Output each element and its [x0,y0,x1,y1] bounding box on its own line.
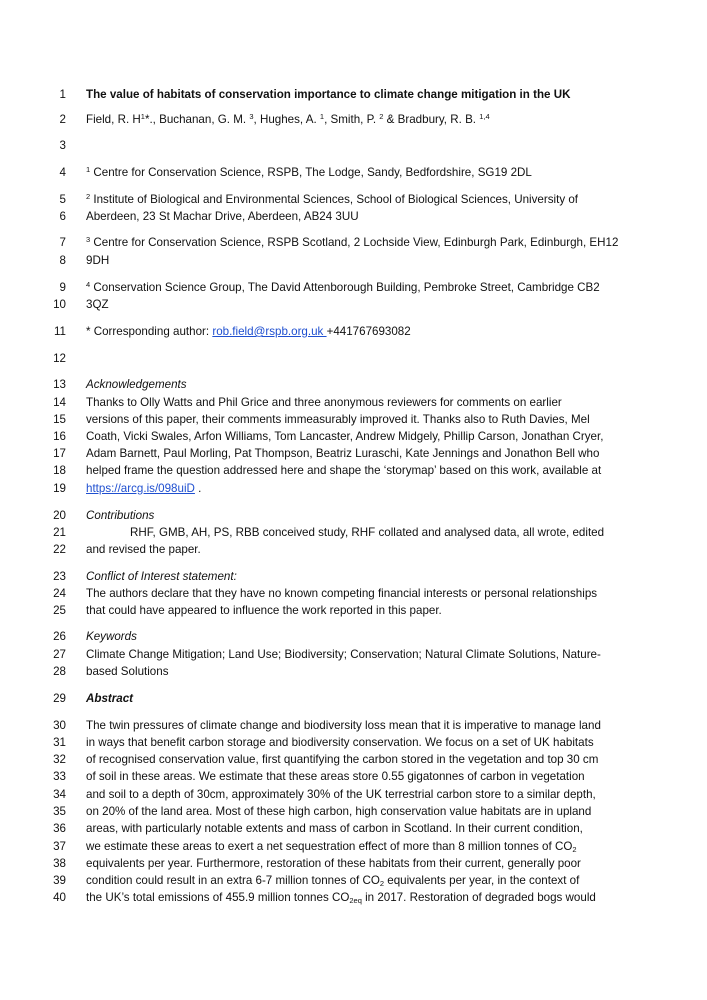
line [0,646,707,664]
acknowledgements-text: Thanks to Olly Watts and Phil Grice and three anonymous reviewers for comments on earlier [86,396,562,409]
abstract-text: areas, with particularly notable extents and mass of carbon in Scotland. In their current condition, [86,822,583,835]
line [0,296,707,314]
line [0,350,707,368]
line [0,191,707,209]
line-number: 18 [53,464,66,477]
line [0,462,707,480]
line [0,524,707,542]
abstract-text: condition could result in an extra 6-7 million tonnes of $CO_2$ equivalents per year, in the context of [86,874,580,888]
line-number: 29 [53,692,66,705]
line-number: 10 [53,298,66,311]
line-number: 33 [53,770,66,783]
line [0,602,707,620]
contributions-heading: Contributions [86,509,155,522]
line-number: 17 [53,447,66,460]
line [0,690,707,708]
line [0,820,707,838]
acknowledgements-heading: Acknowledgements [86,378,187,391]
line [0,445,707,463]
line [0,411,707,429]
line [0,111,707,129]
acknowledgements-text: Adam Barnett, Paul Morling, Pat Thompson, Beatriz Luraschi, Kate Jennings and Jonathon Bell who [86,447,600,460]
abstract-text: equivalents per year. Furthermore, restoration of these habitats from their current, generally poor [86,857,581,870]
line [0,541,707,559]
line [0,376,707,394]
line-number: 21 [53,526,66,539]
line [0,751,707,769]
line-number: 13 [53,378,66,391]
acknowledgements-link-line: https://arcg.is/098uiD . [86,482,202,495]
line-number: 38 [53,857,66,870]
abstract-text: the UK’s total emissions of 455.9 million tonnes $CO_{2eq}$ in 2017. Restoration of degraded bogs would [86,891,596,905]
line [0,164,707,182]
line [0,428,707,446]
storymap-link[interactable]: https://arcg.is/098uiD [86,482,195,495]
line-number: 14 [53,396,66,409]
acknowledgements-text: versions of this paper, their comments immeasurably improved it. Thanks also to Ruth Davies, Mel [86,413,590,426]
acknowledgements-text: Coath, Vicki Swales, Arfon Williams, Tom Lancaster, Andrew Midgely, Phillip Carson, Jonathan Cryer, [86,430,604,443]
line-number: 5 [59,193,66,206]
line [0,507,707,525]
corresponding-author: * Corresponding author: rob.field@rspb.org.uk +441767693082 [86,325,411,338]
line [0,568,707,586]
line-number: 32 [53,753,66,766]
line-number: 27 [53,648,66,661]
affiliation-2: $^2$ Institute of Biological and Environmental Sciences, School of Biological Sciences, University of [86,192,579,206]
line [0,137,707,155]
contributions-text: RHF, GMB, AH, PS, RBB conceived study, RHF collated and analysed data, all wrote, edited [130,526,605,539]
keywords-heading: Keywords [86,630,137,643]
line [0,889,707,907]
abstract-text: of recognised conservation value, first quantifying the carbon stored in the vegetation and top 30 cm [86,753,599,766]
line-number: 12 [53,352,66,365]
line-number: 37 [53,840,66,853]
conflict-text: that could have appeared to influence the work reported in this paper. [86,604,442,617]
line-number: 25 [53,604,66,617]
keywords-text: based Solutions [86,665,169,678]
affiliation-4: $^4$ Conservation Science Group, The David Attenborough Building, Pembroke Street, Cambridge CB2 [86,280,600,294]
contributions-text: and revised the paper. [86,543,201,556]
line [0,838,707,856]
line-number: 15 [53,413,66,426]
line [0,480,707,498]
line [0,768,707,786]
affiliation-1: $^1$ Centre for Conservation Science, RSPB, The Lodge, Sandy, Bedfordshire, SG19 2DL [86,165,532,179]
line-number: 20 [53,509,66,522]
abstract-text: on 20% of the land area. Most of these high carbon, high conservation value habitats are in upland [86,805,592,818]
line [0,208,707,226]
line-number: 7 [59,236,66,249]
line-number: 11 [53,325,66,338]
line-number: 1 [59,88,66,101]
affiliation-4-cont: 3QZ [86,298,109,311]
line-number: 3 [59,139,66,152]
line-number: 9 [59,281,66,294]
acknowledgements-text: helped frame the question addressed here and shape the ‘storymap’ based on this work, available at [86,464,602,477]
abstract-text: The twin pressures of climate change and biodiversity loss mean that it is imperative to manage land [86,719,601,732]
keywords-text: Climate Change Mitigation; Land Use; Biodiversity; Conservation; Natural Climate Solutions, Nature- [86,648,601,661]
abstract-text: we estimate these areas to exert a net sequestration effect of more than 8 million tonnes of $CO_2$ [86,840,577,854]
line-number: 40 [53,891,66,904]
line-number: 2 [59,113,66,126]
affiliation-2-cont: Aberdeen, 23 St Machar Drive, Aberdeen, AB24 3UU [86,210,359,223]
line-number: 39 [53,874,66,887]
line-number: 35 [53,805,66,818]
conflict-text: The authors declare that they have no known competing financial interests or personal relationships [86,587,598,600]
abstract-text: and soil to a depth of 30cm, approximately 30% of the UK terrestrial carbon store to a similar depth, [86,788,596,801]
line [0,663,707,681]
line [0,803,707,821]
line-number: 22 [53,543,66,556]
line-number: 24 [53,587,66,600]
line-number: 19 [53,482,66,495]
conflict-heading: Conflict of Interest statement: [86,570,237,583]
line [0,585,707,603]
line [0,323,707,341]
line [0,252,707,270]
line [0,279,707,297]
author-list: Field, R. $H^1*$., Buchanan, G. M. $^3$, Hughes, A. $^1$, Smith, P. $^2$ & Bradbury, R. B. $^{1,4}$ [86,112,490,126]
line-number: 8 [59,254,66,267]
line [0,872,707,890]
line [0,855,707,873]
line-number: 26 [53,630,66,643]
line [0,734,707,752]
line-number: 30 [53,719,66,732]
line [0,86,707,104]
affiliation-3: $^3$ Centre for Conservation Science, RSPB Scotland, 2 Lochside View, Edinburgh Park, Edinburgh, EH12 [86,235,619,249]
line [0,394,707,412]
paper-title: The value of habitats of conservation importance to climate change mitigation in the UK [86,88,571,101]
line [0,717,707,735]
line-number: 16 [53,430,66,443]
email-link[interactable]: rob.field@rspb.org.uk [212,325,327,338]
line-number: 28 [53,665,66,678]
line-number: 31 [53,736,66,749]
abstract-heading: Abstract [86,692,134,705]
line [0,234,707,252]
line-number: 6 [59,210,66,223]
line-number: 4 [59,166,66,179]
line [0,786,707,804]
abstract-text: of soil in these areas. We estimate that these areas store 0.55 gigatonnes of carbon in vegetation [86,770,585,783]
line-number: 34 [53,788,66,801]
line [0,628,707,646]
line-number: 23 [53,570,66,583]
line-number: 36 [53,822,66,835]
affiliation-3-cont: 9DH [86,254,110,267]
abstract-text: in ways that benefit carbon storage and biodiversity conservation. We focus on a set of UK habitats [86,736,594,749]
